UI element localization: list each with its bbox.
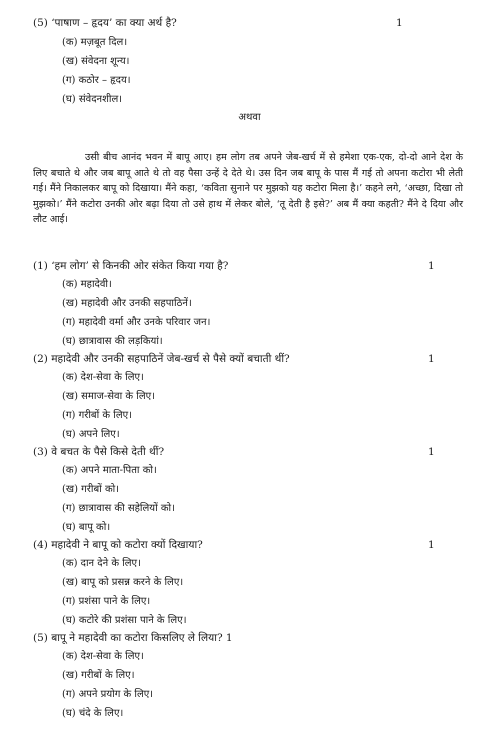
option: (क) देश-सेवा के लिए। — [62, 372, 144, 383]
option: (घ) अपने लिए। — [62, 429, 120, 440]
question-1-marks: 1 — [428, 260, 435, 272]
option: (घ) बापू को। — [62, 522, 111, 533]
question-1: (1) ‘हम लोग’ से किनकी ओर संकेत किया गया है? — [33, 260, 229, 272]
option: (ग) महादेवी वर्मा और उनके परिवार जन। — [62, 317, 211, 328]
option: (ग) कठोर – हृदय। — [62, 75, 131, 86]
question-4-marks: 1 — [428, 539, 435, 551]
option: (ख) गरीबों के लिए। — [62, 670, 135, 681]
option: (ग) छात्रावास की सहेलियों को। — [62, 503, 175, 514]
question-3: (3) वे बचत के पैसे किसे देती थीं? — [33, 446, 165, 458]
option: (ख) समाज-सेवा के लिए। — [62, 391, 155, 402]
option: (क) मज़बूत दिल। — [62, 37, 128, 48]
option: (क) अपने माता-पिता को। — [62, 465, 157, 476]
passage-text: उसी बीच आनंद भवन में बापू आए। हम लोग तब अपने जेब-खर्च में से हमेशा एक-एक, दो-दो आने देश के लिए बचाते थे और जब बापू आते थे तो वह पैसा उन्हें दे देते थे। उस दिन जब बापू के पास मैं गई तो अपना कटोरा भी लेती गई। मैंने निकालकर बापू को दिखाया। मैंने कहा, ‘कविता सुनाने पर मुझको यह कटोरा मिला है।’ कहने लगे, ‘अच्छा, दिखा तो मुझको।’ मैंने कटोरा उनकी ओर बढ़ा दिया तो उसे हाथ में लेकर बोले, ‘तू देती है इसे?’ अब मैं क्या कहती? मैंने दे दिया और लौट आई। — [33, 152, 463, 225]
option: (ग) प्रशंसा पाने के लिए। — [62, 596, 151, 607]
question-5b: (5) बापू ने महादेवी का कटोरा किसलिए ले लिया? 1 — [33, 632, 233, 644]
question-4: (4) महादेवी ने बापू को कटोरा क्यों दिखाया? — [33, 539, 203, 551]
or-divider: अथवा — [238, 112, 261, 123]
option: (घ) कटोरे की प्रशंसा पाने के लिए। — [62, 615, 187, 626]
question-3-marks: 1 — [428, 446, 435, 458]
option: (ख) संवेदना शून्य। — [62, 56, 130, 67]
option: (क) महादेवी। — [62, 279, 112, 290]
question-5a-marks: 1 — [396, 17, 403, 29]
option: (ख) महादेवी और उनकी सहपाठिनें। — [62, 298, 192, 309]
option: (क) देश-सेवा के लिए। — [62, 651, 144, 662]
question-5a: (5) ‘पाषाण – हृदय’ का क्या अर्थ है? — [33, 17, 177, 29]
option: (ख) बापू को प्रसन्न करने के लिए। — [62, 577, 184, 588]
option: (ग) गरीबों के लिए। — [62, 410, 132, 421]
option: (ग) अपने प्रयोग के लिए। — [62, 689, 154, 700]
option: (घ) छात्रावास की लड़कियां। — [62, 336, 163, 347]
option: (घ) संवेदनशील। — [62, 94, 123, 105]
question-2: (2) महादेवी और उनकी सहपाठिनें जेब-खर्च से पैसे क्यों बचाती थीं? — [33, 353, 290, 365]
option: (ख) गरीबों को। — [62, 484, 120, 495]
question-2-marks: 1 — [428, 353, 435, 365]
option: (क) दान देने के लिए। — [62, 558, 141, 569]
passage — [33, 150, 463, 228]
option: (घ) चंदे के लिए। — [62, 708, 124, 719]
